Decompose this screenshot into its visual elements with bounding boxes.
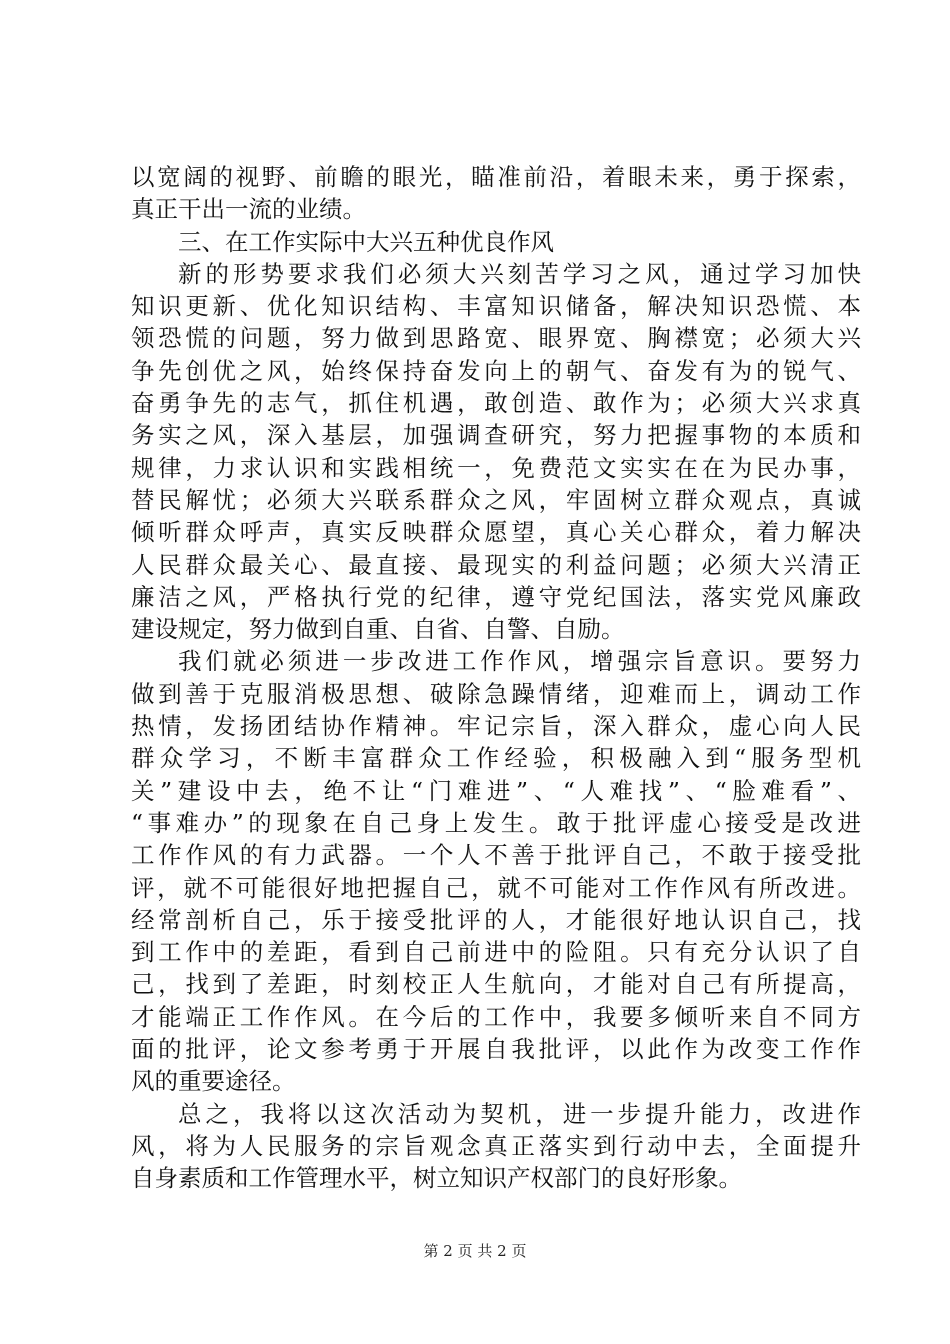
text-line: 新的形势要求我们必须大兴刻苦学习之风，通过学习加快 bbox=[178, 259, 861, 288]
text-line: 领恐慌的问题，努力做到思路宽、眼界宽、胸襟宽；必须大兴 bbox=[131, 324, 861, 353]
text-line: 真正干出一流的业绩。 bbox=[131, 195, 366, 224]
text-line: 自身素质和工作管理水平，树立知识产权部门的良好形象。 bbox=[131, 1164, 742, 1193]
text-line: 以宽阔的视野、前瞻的眼光，瞄准前沿，着眼未来，勇于探索， bbox=[131, 163, 861, 191]
text-line: 群众学习，不断丰富群众工作经验，积极融入到“服务型机 bbox=[131, 744, 861, 773]
text-line: 风，将为人民服务的宗旨观念真正落实到行动中去，全面提升 bbox=[131, 1131, 861, 1160]
text-line: 关”建设中去，绝不让“门难进”、“人难找”、“脸难看”、 bbox=[131, 776, 861, 805]
text-line: 工作作风的有力武器。一个人不善于批评自己，不敢于接受批 bbox=[131, 841, 861, 870]
text-line: 评，就不可能很好地把握自己，就不可能对工作作风有所改进。 bbox=[131, 873, 861, 902]
document-body bbox=[131, 161, 861, 1195]
text-line: 热情，发扬团结协作精神。牢记宗旨，深入群众，虚心向人民 bbox=[131, 712, 861, 741]
page-footer: 第 2 页 共 2 页 bbox=[423, 1242, 527, 1260]
text-line: “事难办”的现象在自己身上发生。敢于批评虚心接受是改进 bbox=[131, 808, 861, 837]
text-line: 才能端正工作作风。在今后的工作中，我要多倾听来自不同方 bbox=[131, 1002, 861, 1031]
text-line: 做到善于克服消极思想、破除急躁情绪，迎难而上，调动工作 bbox=[131, 679, 861, 708]
text-line: 争先创优之风，始终保持奋发向上的朝气、奋发有为的锐气、 bbox=[131, 356, 861, 385]
text-line: 倾听群众呼声，真实反映群众愿望，真心关心群众，着力解决 bbox=[131, 518, 861, 547]
text-line: 奋勇争先的志气，抓住机遇，敢创造、敢作为；必须大兴求真 bbox=[131, 389, 861, 418]
text-line: 己，找到了差距，时刻校正人生航向，才能对自己有所提高， bbox=[131, 970, 861, 999]
text-line: 三、在工作实际中大兴五种优良作风 bbox=[178, 227, 554, 256]
text-line: 我们就必须进一步改进工作作风，增强宗旨意识。要努力 bbox=[178, 647, 861, 676]
text-line: 面的批评，论文参考勇于开展自我批评，以此作为改变工作作 bbox=[131, 1035, 861, 1064]
text-line: 知识更新、优化知识结构、丰富知识储备，解决知识恐慌、本 bbox=[131, 292, 861, 321]
text-line: 建设规定，努力做到自重、自省、自警、自励。 bbox=[131, 615, 625, 644]
text-line: 替民解忧；必须大兴联系群众之风，牢固树立群众观点，真诚 bbox=[131, 485, 861, 514]
text-line: 到工作中的差距，看到自己前进中的险阻。只有充分认识了自 bbox=[131, 938, 861, 967]
text-line: 务实之风，深入基层，加强调查研究，努力把握事物的本质和 bbox=[131, 421, 861, 450]
text-line: 廉洁之风，严格执行党的纪律，遵守党纪国法，落实党风廉政 bbox=[131, 582, 861, 611]
text-line: 风的重要途径。 bbox=[131, 1067, 296, 1096]
text-line: 人民群众最关心、最直接、最现实的利益问题；必须大兴清正 bbox=[131, 550, 861, 579]
text-line: 总之，我将以这次活动为契机，进一步提升能力，改进作 bbox=[178, 1099, 861, 1128]
text-line: 规律，力求认识和实践相统一，免费范文实实在在为民办事， bbox=[131, 453, 861, 482]
text-line: 经常剖析自己，乐于接受批评的人，才能很好地认识自己，找 bbox=[131, 905, 861, 934]
